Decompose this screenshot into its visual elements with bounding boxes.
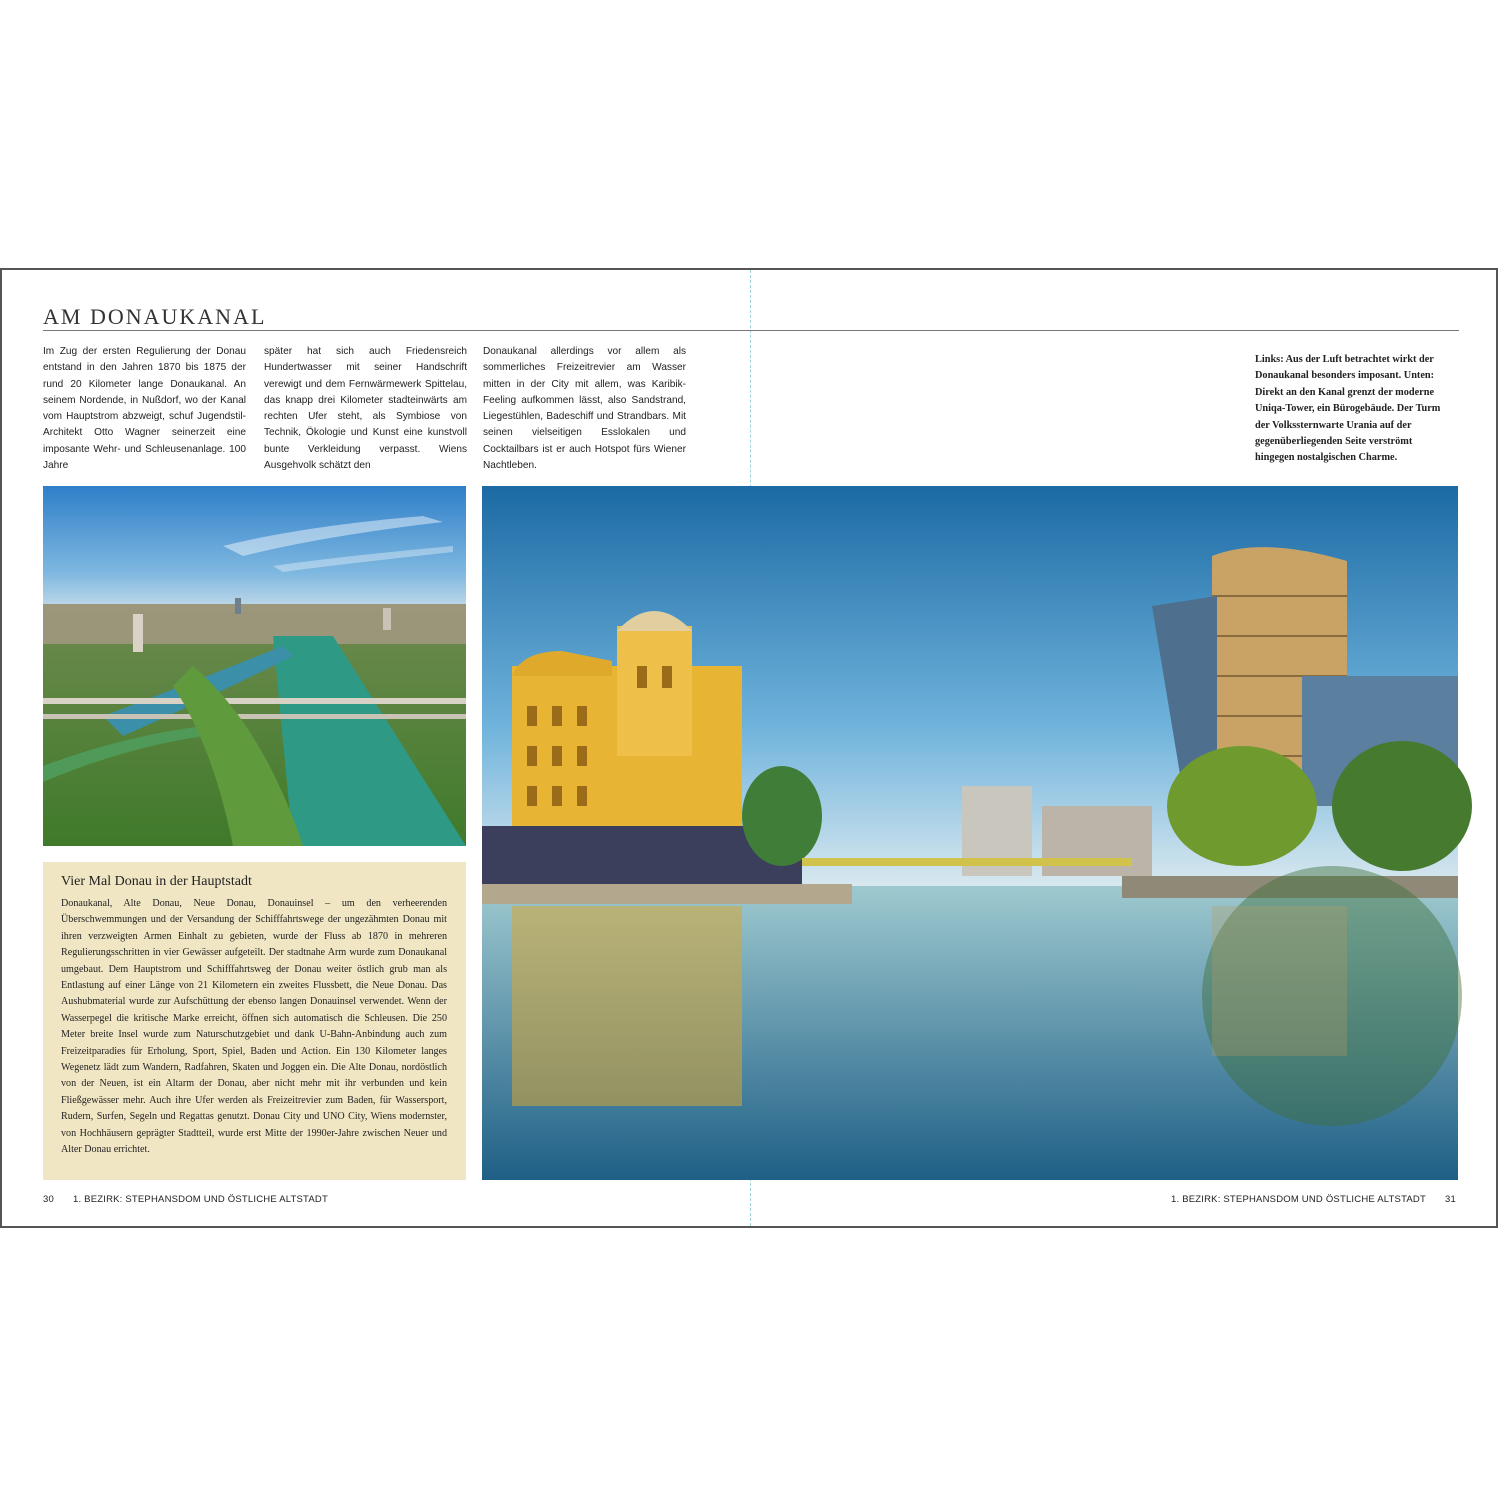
info-box bbox=[43, 862, 466, 1180]
info-box-title: Vier Mal Donau in der Hauptstadt bbox=[61, 874, 252, 889]
running-head-left: 1. BEZIRK: STEPHANSDOM UND ÖSTLICHE ALTSTADT bbox=[73, 1194, 328, 1205]
photo-caption: Links: Aus der Luft betrachtet wirkt der Donaukanal besonders imposant. Unten: Direkt an den Kanal grenzt der moderne Uniqa-Tower, ein Bürogebäude. Der Turm der Volkssternwarte Urania auf der gegenüberliegenden Seite verströmt hingegen nostalgischen Charme. bbox=[1255, 354, 1441, 464]
chapter-heading: AM DONAUKANAL bbox=[43, 304, 267, 329]
text-column-1: Im Zug der ersten Regulierung der Donau entstand in den Jahren 1870 bis 1875 der rund 20 Kilometer lange Donaukanal. An seinem Nordende, in Nußdorf, wo der Kanal vom Hauptstrom abzweigt, schuf Jugendstil-Architekt Otto Wagner seinerzeit eine imposante Wehr- und Schleusenanlage. 100 Jahre bbox=[43, 346, 246, 472]
page-number-right: 31 bbox=[1445, 1194, 1456, 1205]
heading-rule bbox=[43, 330, 1459, 331]
text-column-2: später hat sich auch Friedensreich Hundertwasser mit seiner Handschrift verewigt und dem Fernwärmewerk Spittelau, das knapp drei Kilometer stadteinwärts am rechten Ufer steht, als Symbiose von Technik, Ökologie und Kunst eine kunstvoll bunte Verkleidung verpasst. Wiens Ausgehvolk schätzt den bbox=[264, 346, 467, 472]
text-column-3: Donaukanal allerdings vor allem als sommerliches Freizeitrevier am Wasser mitten in der City mit allem, was Karibik-Feeling aufkommen lässt, also Sandstrand, Liegestühlen, Badeschiff und Strandbars. Mit seinen vielseitigen Esslokalen und Cocktailbars ist er auch Hotspot fürs Wiener Nachtleben. bbox=[483, 346, 686, 472]
info-box-body: Donaukanal, Alte Donau, Neue Donau, Donauinsel – um den verheerenden Überschwemmungen und der Versandung der Schifffahrtswege der ungezähmten Donau mit ihren verzweigten Armen Einhalt zu gebieten, wurde der Fluss ab 1870 in mehreren Regulierungsschritten in vier Gewässer aufgeteilt. Der stadtnahe Arm wurde zum Donaukanal umgebaut. Dem Hauptstrom und Schifffahrtsweg der Donau weiter östlich grub man als Entlastung auf einer Länge von 21 Kilometern ein zweites Flussbett, die Neue Donau. Das Aushubmaterial wurde zur Aufschüttung der ebenso langen Donauinsel verwendet. Wenn der Wasserpegel die kritische Marke erreicht, öffnen sich automatisch die Schleusen. Die 250 Meter breite Insel wurde zum Naturschutzgebiet und dank U-Bahn-Anbindung auch zum Freizeitparadies für Erholung, Sport, Spiel, Baden und Action. Ein 130 Kilometer langes Wegenetz lädt zum Wandern, Radfahren, Skaten und Joggen ein. Die Alte Donau, nordöstlich von der Neuen, ist ein Altarm der Donau, aber nicht mehr mit ihr verbunden und kein Fließgewässer mehr. Auch ihre Ufer werden als Freizeitrevier zum Baden, für Wassersport, Rudern, Surfen, Segeln und Regattas genutzt. Donau City und UNO City, Wiens modernster, von Hochhäusern geprägter Stadtteil, wurde erst Mitte der 1990er-Jahre zwischen Neuer und Alter Donau errichtet. bbox=[61, 898, 447, 1156]
running-head-right: 1. BEZIRK: STEPHANSDOM UND ÖSTLICHE ALTSTADT bbox=[1171, 1194, 1426, 1205]
aerial-danube-photo bbox=[43, 486, 466, 846]
page-number-left: 30 bbox=[43, 1194, 54, 1205]
book-spread bbox=[0, 268, 1498, 1228]
donaukanal-urania-photo bbox=[482, 486, 1458, 1180]
